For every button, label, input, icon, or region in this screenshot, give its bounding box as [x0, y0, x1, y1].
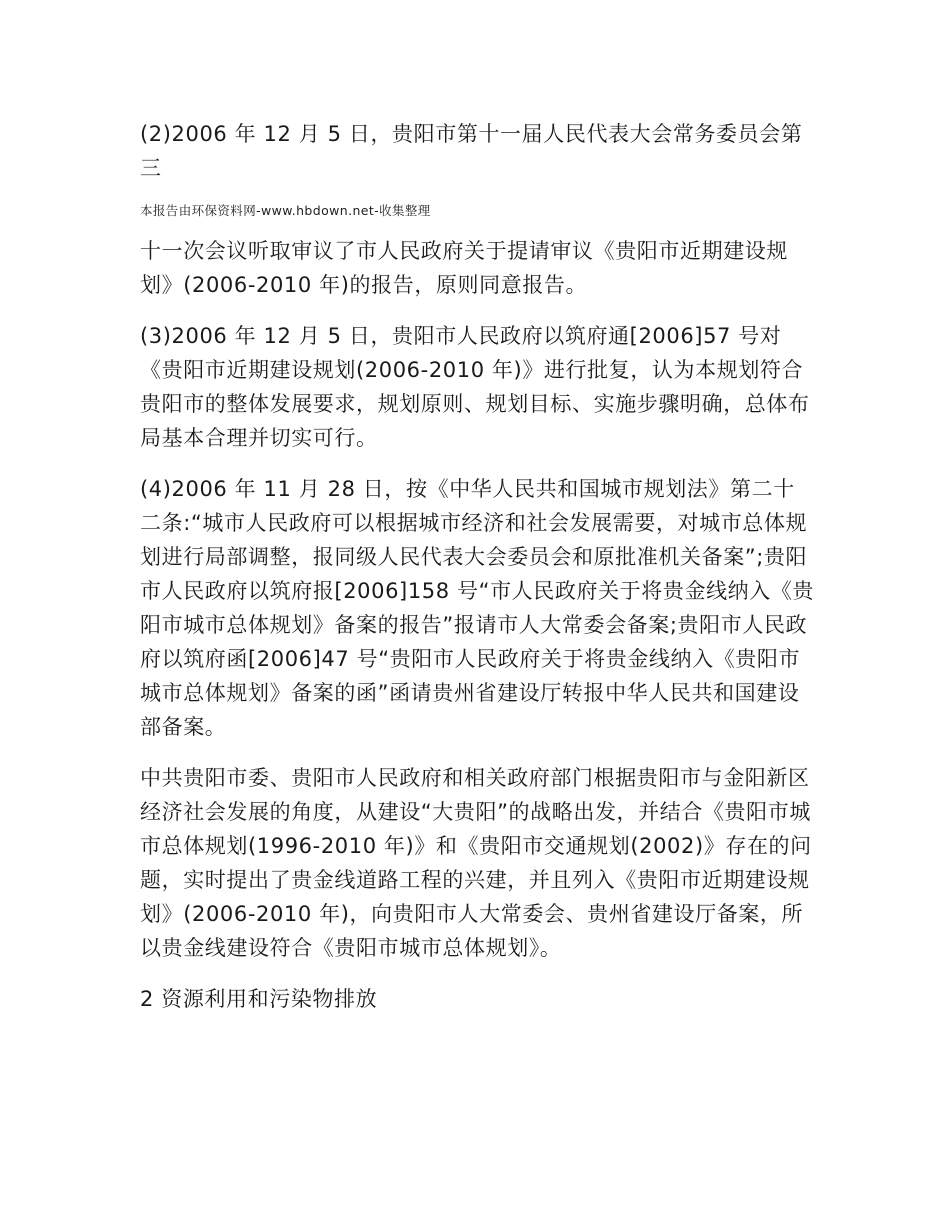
paragraph-approval-2: (2)2006 年 12 月 5 日，贵阳市第十一届人民代表大会常务委员会第三	[140, 122, 803, 180]
source-watermark: 本报告由环保资料网-www.hbdown.net-收集整理	[140, 203, 431, 218]
section-heading-resources: 2 资源利用和污染物排放	[140, 987, 378, 1011]
paragraph-approval-4: (4)2006 年 11 月 28 日，按《中华人民共和国城市规划法》第二十二条:“城市人民政府可以根据城市经济和社会发展需要，对城市总体规划进行局部调整，报同级人民代表大会委员会和原批准机关备案”;贵阳市人民政府以筑府报[2006]158 号“市人民政府关于将贵金线纳入《贵阳市城市总体规划》备案的报告”报请市人大常委会备案;贵阳市人民政府以筑府函[2006]47 号“贵阳市人民政府关于将贵金线纳入《贵阳市城市总体规划》备案的函”函请贵州省建设厅转报中华人民共和国建设部备案。	[140, 477, 815, 739]
paragraph-conclusion: 中共贵阳市委、贵阳市人民政府和相关政府部门根据贵阳市与金阳新区经济社会发展的角度，从建设“大贵阳”的战略出发，并结合《贵阳市城市总体规划(1996-2010 年)》和《贵阳市交通规划(2002)》存在的问题，实时提出了贵金线道路工程的兴建，并且列入《贵阳市近期建设规划》(2006-2010 年)，向贵阳市人大常委会、贵州省建设厅备案，所以贵金线建设符合《贵阳市城市总体规划》。	[140, 766, 812, 960]
paragraph-approval-3: (3)2006 年 12 月 5 日，贵阳市人民政府以筑府通[2006]57 号对《贵阳市近期建设规划(2006-2010 年)》进行批复，认为本规划符合贵阳市的整体发展要求，规划原则、规划目标、实施步骤明确，总体布局基本合理并切实可行。	[140, 324, 810, 450]
paragraph-approval-2-continued: 十一次会议听取审议了市人民政府关于提请审议《贵阳市近期建设规划》(2006-2010 年)的报告，原则同意报告。	[140, 239, 788, 297]
document-body	[140, 117, 815, 1016]
